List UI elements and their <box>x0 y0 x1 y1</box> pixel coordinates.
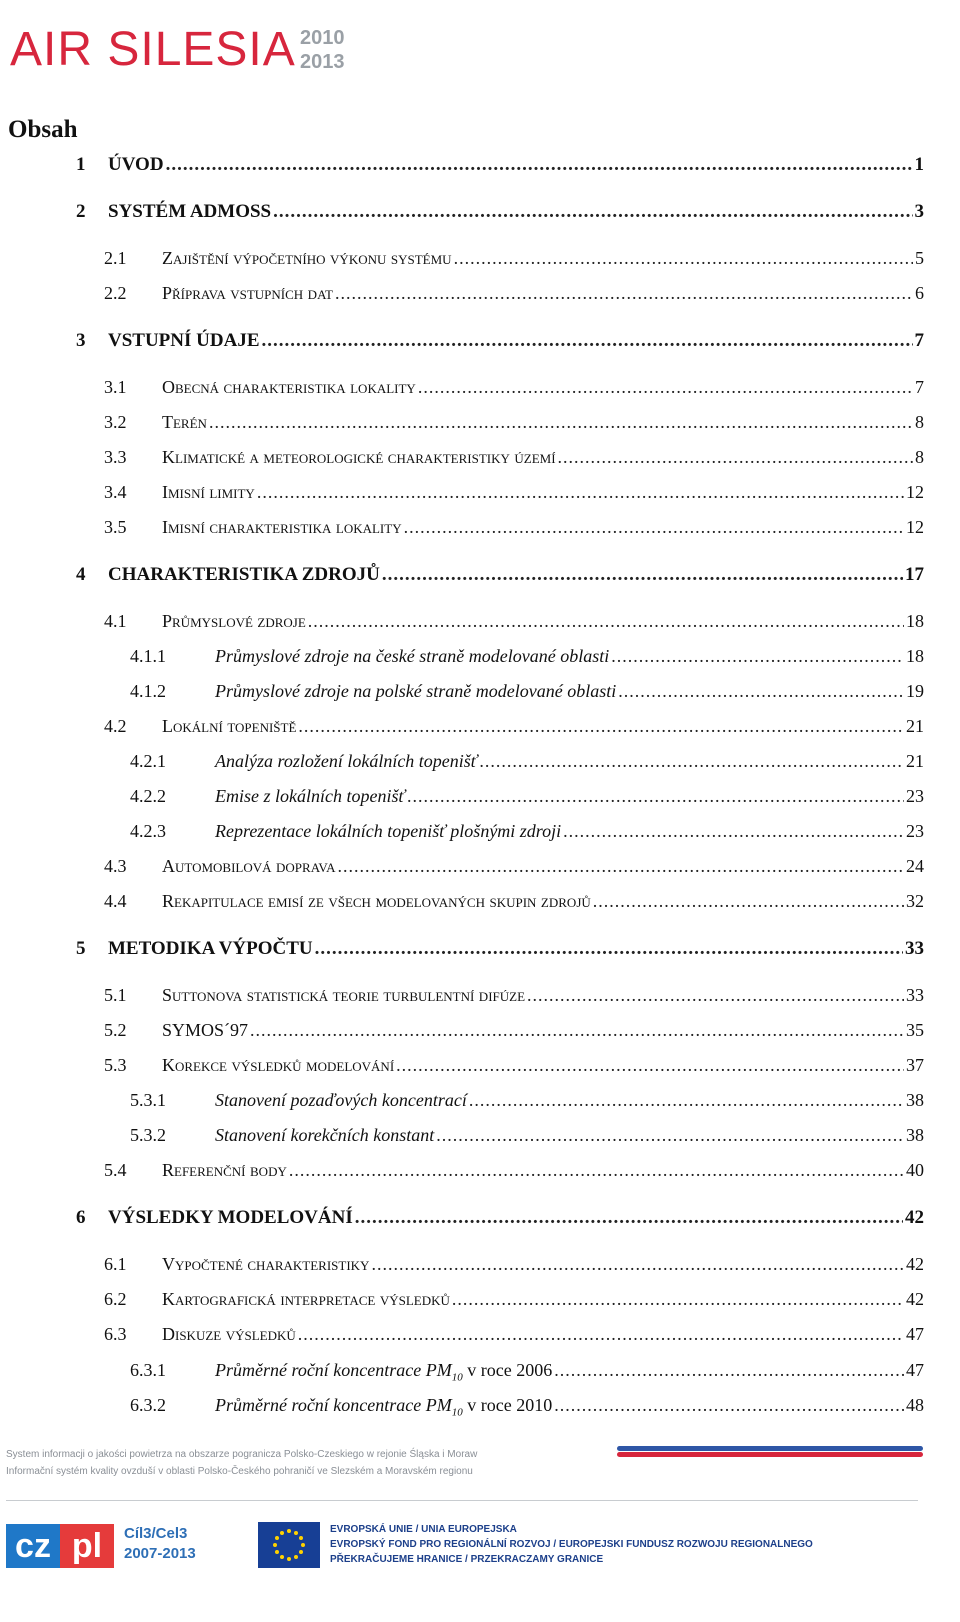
toc-entry-number: 2.2 <box>104 283 127 303</box>
toc-entry-label <box>108 938 313 960</box>
toc-entry-label <box>108 564 380 586</box>
toc-entry[interactable] <box>130 786 924 807</box>
toc-entry-number: 1 <box>76 154 86 175</box>
toc-entry-label <box>215 751 477 772</box>
toc-entry-subscript: 10 <box>451 1371 463 1384</box>
toc-entry-label <box>162 891 591 912</box>
toc-entry[interactable] <box>76 564 924 586</box>
toc-entry-number: 3.4 <box>104 482 127 502</box>
toc-dot-leader <box>563 821 904 842</box>
toc-entry-label <box>162 1324 296 1345</box>
toc-entry-page: 3 <box>914 201 924 222</box>
toc-dot-leader <box>527 985 904 1006</box>
toc-dot-leader <box>355 1207 903 1229</box>
toc-entry[interactable] <box>104 517 924 538</box>
toc-entry-page: 6 <box>915 283 924 303</box>
toc-entry-page: 42 <box>905 1207 924 1228</box>
toc-entry-label-text: VSTUPNÍ ÚDAJE <box>108 330 260 351</box>
toc-entry-number: 4.1 <box>104 611 127 631</box>
toc-entry[interactable] <box>104 856 924 877</box>
toc-dot-leader <box>593 891 904 912</box>
toc-entry-label-text: Kartografická interpretace výsledků <box>162 1289 450 1309</box>
program-logo <box>124 1524 196 1564</box>
toc-entry[interactable] <box>76 938 924 960</box>
toc-entry-label <box>215 821 561 842</box>
toc-dot-leader <box>289 1160 904 1181</box>
toc-dot-leader <box>166 154 913 176</box>
footer-project-text <box>6 1446 477 1480</box>
toc-entry[interactable] <box>130 1125 924 1146</box>
toc-entry[interactable] <box>104 1020 924 1041</box>
toc-dot-leader <box>273 201 912 223</box>
toc-entry[interactable] <box>104 248 924 269</box>
toc-entry-label <box>162 517 402 538</box>
toc-entry-label <box>162 1254 369 1275</box>
toc-dot-leader <box>407 786 904 807</box>
toc-entry-label-text: ÚVOD <box>108 154 164 175</box>
eu-funding-text <box>330 1522 813 1567</box>
toc-entry-label <box>215 646 609 667</box>
toc-dot-leader <box>418 377 913 398</box>
toc-entry-number: 5.2 <box>104 1020 127 1040</box>
toc-entry-page: 40 <box>906 1160 924 1180</box>
toc-dot-leader <box>554 1395 904 1416</box>
program-name: Cíl3/Cel3 <box>124 1525 188 1542</box>
logo-year-end: 2013 <box>300 51 345 73</box>
toc-title: Obsah <box>8 116 78 143</box>
toc-entry[interactable] <box>76 201 924 223</box>
toc-entry-label-text: Automobilová doprava <box>162 856 336 876</box>
toc-entry-page: 18 <box>906 611 924 631</box>
toc-entry-label <box>162 1055 394 1076</box>
toc-entry-page: 37 <box>906 1055 924 1075</box>
toc-entry-label <box>162 985 525 1006</box>
toc-dot-leader <box>371 1254 904 1275</box>
toc-entry-label-text: Emise z lokálních topenišť <box>215 786 406 806</box>
toc-dot-leader <box>618 681 904 702</box>
toc-entry[interactable] <box>130 681 924 702</box>
toc-entry-label <box>162 283 333 304</box>
toc-entry-label-text: Průměrné roční koncentrace PM <box>215 1360 452 1380</box>
toc-dot-leader <box>308 611 904 632</box>
toc-entry[interactable] <box>130 1090 924 1111</box>
toc-dot-leader <box>338 856 904 877</box>
toc-entry-page: 12 <box>906 517 924 537</box>
toc-entry[interactable] <box>130 751 924 772</box>
toc-entry-number: 2 <box>76 201 86 222</box>
toc-dot-leader <box>262 330 913 352</box>
toc-dot-leader <box>452 1289 904 1310</box>
toc-entry-page: 21 <box>906 751 924 771</box>
cz-pl-logo <box>6 1524 114 1568</box>
toc-entry[interactable] <box>130 1360 924 1384</box>
toc-entry[interactable] <box>104 377 924 398</box>
toc-entry-page: 42 <box>906 1289 924 1309</box>
toc-entry-label-text: Průmyslové zdroje <box>162 611 306 631</box>
toc-entry-label <box>162 482 255 503</box>
toc-entry-label-text: Reprezentace lokálních topenišť plošnými zdroji <box>215 821 562 841</box>
toc-entry-label <box>162 377 416 398</box>
toc-entry-label-text: Průmyslové zdroje na polské straně modelované oblasti <box>215 681 617 701</box>
toc-entry-label <box>162 1160 287 1181</box>
toc-entry-number: 4 <box>76 564 86 585</box>
toc-entry[interactable] <box>104 891 924 912</box>
logo-text: AIR SILESIA <box>10 23 296 76</box>
toc-dot-leader <box>335 283 913 304</box>
toc-entry-label-text: Diskuze výsledků <box>162 1324 296 1344</box>
toc-entry[interactable] <box>104 716 924 737</box>
toc-dot-leader <box>298 716 904 737</box>
toc-entry-page: 8 <box>915 412 924 432</box>
toc-entry-label <box>108 201 271 223</box>
toc-dot-leader <box>558 447 913 468</box>
toc-entry-label-text: Lokální topeniště <box>162 716 297 736</box>
toc-entry-page: 32 <box>906 891 924 911</box>
toc-entry[interactable] <box>104 283 924 304</box>
toc-entry-label-text: Průměrné roční koncentrace PM <box>215 1395 452 1415</box>
toc-entry-number: 6.3.1 <box>130 1360 166 1380</box>
toc-entry-number: 5.3.1 <box>130 1090 166 1110</box>
toc-dot-leader <box>554 1360 904 1381</box>
toc-dot-leader <box>250 1020 904 1041</box>
toc-dot-leader <box>396 1055 904 1076</box>
toc-entry[interactable] <box>76 330 924 352</box>
toc-entry-page: 7 <box>915 377 924 397</box>
toc-dot-leader <box>404 517 904 538</box>
toc-entry-label-text: Klimatické a meteorologické charakteristiky území <box>162 447 556 467</box>
toc-entry[interactable] <box>76 154 924 176</box>
program-years: 2007-2013 <box>124 1545 196 1562</box>
toc-entry-number: 5 <box>76 938 86 959</box>
toc-entry[interactable] <box>104 611 924 632</box>
toc-entry-label-text: Suttonova statistická teorie turbulentní difúze <box>162 985 526 1005</box>
toc-entry-label-text: Terén <box>162 412 207 432</box>
toc-entry-label-suffix: v roce 2010 <box>462 1395 553 1415</box>
toc-entry-number: 6.2 <box>104 1289 127 1309</box>
pl-logo-part: pl <box>60 1524 114 1568</box>
toc-entry[interactable] <box>104 1160 924 1181</box>
toc-dot-leader <box>257 482 904 503</box>
toc-entry[interactable] <box>130 821 924 842</box>
toc-entry-label <box>215 1395 552 1419</box>
toc-entry-label <box>215 681 616 702</box>
toc-entry-label <box>108 154 164 176</box>
toc-entry-label-text: Stanovení korekčních konstant <box>215 1125 435 1145</box>
toc-entry-page: 47 <box>906 1324 924 1344</box>
toc-entry-label-suffix: v roce 2006 <box>462 1360 553 1380</box>
eu-line-1: EVROPSKÁ UNIE / UNIA EUROPEJSKA <box>330 1524 517 1535</box>
toc-entry-subscript: 10 <box>451 1406 463 1419</box>
toc-entry-label-text: Příprava vstupních dat <box>162 283 333 303</box>
logo-year-start: 2010 <box>300 27 345 49</box>
cz-logo-part: cz <box>6 1524 60 1568</box>
toc-entry-page: 23 <box>906 786 924 806</box>
toc-entry-number: 4.2.1 <box>130 751 166 771</box>
toc-entry[interactable] <box>104 447 924 468</box>
toc-entry-page: 19 <box>906 681 924 701</box>
toc-entry-number: 3.2 <box>104 412 127 432</box>
logo-years <box>300 26 360 74</box>
toc-entry-label <box>162 1020 248 1041</box>
footer-divider <box>6 1500 918 1501</box>
toc-entry-page: 17 <box>905 564 924 585</box>
toc-dot-leader <box>209 412 913 433</box>
toc-entry[interactable] <box>104 1289 924 1310</box>
toc-entry-page: 24 <box>906 856 924 876</box>
toc-entry-label-text: CHARAKTERISTIKA ZDROJŮ <box>108 564 380 585</box>
footer-stripe-decoration <box>617 1446 923 1458</box>
toc-entry-label-text: Analýza rozložení lokálních topenišť <box>215 751 478 771</box>
eu-line-2: EVROPSKÝ FOND PRO REGIONÁLNÍ ROZVOJ / EUROPEJSKI FUNDUSZ ROZWOJU REGIONALNEGO <box>330 1539 813 1550</box>
toc-entry-label-text: Obecná charakteristika lokality <box>162 377 416 397</box>
toc-entry-label <box>215 1360 552 1384</box>
toc-entry-label-text: Imisní charakteristika lokality <box>162 517 402 537</box>
toc-entry-page: 42 <box>906 1254 924 1274</box>
toc-entry-number: 5.4 <box>104 1160 127 1180</box>
toc-dot-leader <box>479 751 904 772</box>
toc-entry-label <box>162 447 556 468</box>
toc-dot-leader <box>436 1125 904 1146</box>
toc-entry[interactable] <box>130 646 924 667</box>
toc-dot-leader <box>315 938 903 960</box>
toc-entry-label <box>162 1289 450 1310</box>
toc-entry-page: 21 <box>906 716 924 736</box>
toc-entry-label <box>108 330 260 352</box>
toc-entry-label-text: SYSTÉM ADMOSS <box>108 201 272 222</box>
toc-entry-number: 4.3 <box>104 856 127 876</box>
toc-entry-label <box>162 716 296 737</box>
toc-entry-page: 38 <box>906 1125 924 1145</box>
toc-entry-page: 12 <box>906 482 924 502</box>
toc-entry-label-text: Korekce výsledků modelování <box>162 1055 395 1075</box>
toc-entry-label-text: Vypočtené charakteristiky <box>162 1254 370 1274</box>
toc-entry-label <box>215 1125 434 1146</box>
toc-entry-label-text: VÝSLEDKY MODELOVÁNÍ <box>108 1207 353 1228</box>
toc-entry-number: 4.2.3 <box>130 821 166 841</box>
toc-entry-label <box>162 611 306 632</box>
toc-entry-label <box>162 856 336 877</box>
toc-entry-page: 47 <box>906 1360 924 1380</box>
toc-entry-number: 6.3.2 <box>130 1395 166 1415</box>
toc-entry-page: 38 <box>906 1090 924 1110</box>
toc-entry-label-text: Průmyslové zdroje na české straně modelované oblasti <box>215 646 610 666</box>
toc-dot-leader <box>611 646 904 667</box>
toc-entry[interactable] <box>76 1207 924 1229</box>
toc-entry-label-text: METODIKA VÝPOČTU <box>108 938 313 959</box>
footer-line-cz: Informační systém kvality ovzduší v oblasti Polsko-Českého pohraničí ve Slezském a Moravském regionu <box>6 1466 473 1477</box>
footer-line-pl: System informacji o jakości powietrza na obszarze pogranicza Polsko-Czeskiego w rejonie Śląska i Moraw <box>6 1449 478 1460</box>
toc-entry-page: 8 <box>915 447 924 467</box>
toc-entry-number: 6.1 <box>104 1254 127 1274</box>
toc-dot-leader <box>469 1090 904 1111</box>
toc-entry-number: 6 <box>76 1207 86 1228</box>
toc-entry-number: 6.3 <box>104 1324 127 1344</box>
toc-entry-number: 5.3.2 <box>130 1125 166 1145</box>
toc-entry-number: 2.1 <box>104 248 127 268</box>
toc-entry-page: 35 <box>906 1020 924 1040</box>
toc-entry-label <box>215 786 405 807</box>
toc-entry-page: 33 <box>906 985 924 1005</box>
toc-entry-page: 7 <box>914 330 924 351</box>
toc-entry-page: 1 <box>914 154 924 175</box>
toc-entry-number: 4.2.2 <box>130 786 166 806</box>
toc-entry-label-text: Referenční body <box>162 1160 287 1180</box>
toc-entry-number: 3.5 <box>104 517 127 537</box>
toc-dot-leader <box>382 564 903 586</box>
toc-entry-label <box>215 1090 467 1111</box>
toc-entry-number: 3.3 <box>104 447 127 467</box>
eu-line-3: PŘEKRAČUJEME HRANICE / PRZEKRACZAMY GRANICE <box>330 1554 604 1565</box>
toc-entry-number: 4.1.1 <box>130 646 166 666</box>
toc-entry-number: 3 <box>76 330 86 351</box>
toc-entry-number: 5.3 <box>104 1055 127 1075</box>
toc-entry[interactable] <box>104 482 924 503</box>
toc-dot-leader <box>454 248 913 269</box>
toc-entry-label-text: Rekapitulace emisí ze všech modelovaných skupin zdrojů <box>162 891 591 911</box>
toc-entry[interactable] <box>130 1395 924 1419</box>
toc-entry-number: 4.1.2 <box>130 681 166 701</box>
toc-entry-page: 18 <box>906 646 924 666</box>
toc-entry[interactable] <box>104 1055 924 1076</box>
toc-entry[interactable] <box>104 1254 924 1275</box>
toc-entry[interactable] <box>104 1324 924 1345</box>
toc-entry-number: 4.4 <box>104 891 127 911</box>
toc-entry-page: 48 <box>906 1395 924 1415</box>
eu-flag-icon <box>258 1522 320 1568</box>
toc-entry-page: 23 <box>906 821 924 841</box>
toc-entry-label-text: Zajištění výpočetního výkonu systému <box>162 248 452 268</box>
toc-entry[interactable] <box>104 985 924 1006</box>
toc-entry-page: 33 <box>905 938 924 959</box>
toc-entry-label-text: Stanovení pozaďových koncentrací <box>215 1090 467 1110</box>
toc-entry-label-text: Imisní limity <box>162 482 255 502</box>
toc-dot-leader <box>298 1324 904 1345</box>
toc-entry-label <box>108 1207 353 1229</box>
toc-entry-page: 5 <box>915 248 924 268</box>
toc-entry-number: 5.1 <box>104 985 127 1005</box>
toc-entry-number: 3.1 <box>104 377 127 397</box>
toc-entry-label-text: SYMOS´97 <box>162 1020 249 1040</box>
toc-entry-number: 4.2 <box>104 716 127 736</box>
toc-entry-label <box>162 412 207 433</box>
toc-entry-label <box>162 248 452 269</box>
toc-entry[interactable] <box>104 412 924 433</box>
